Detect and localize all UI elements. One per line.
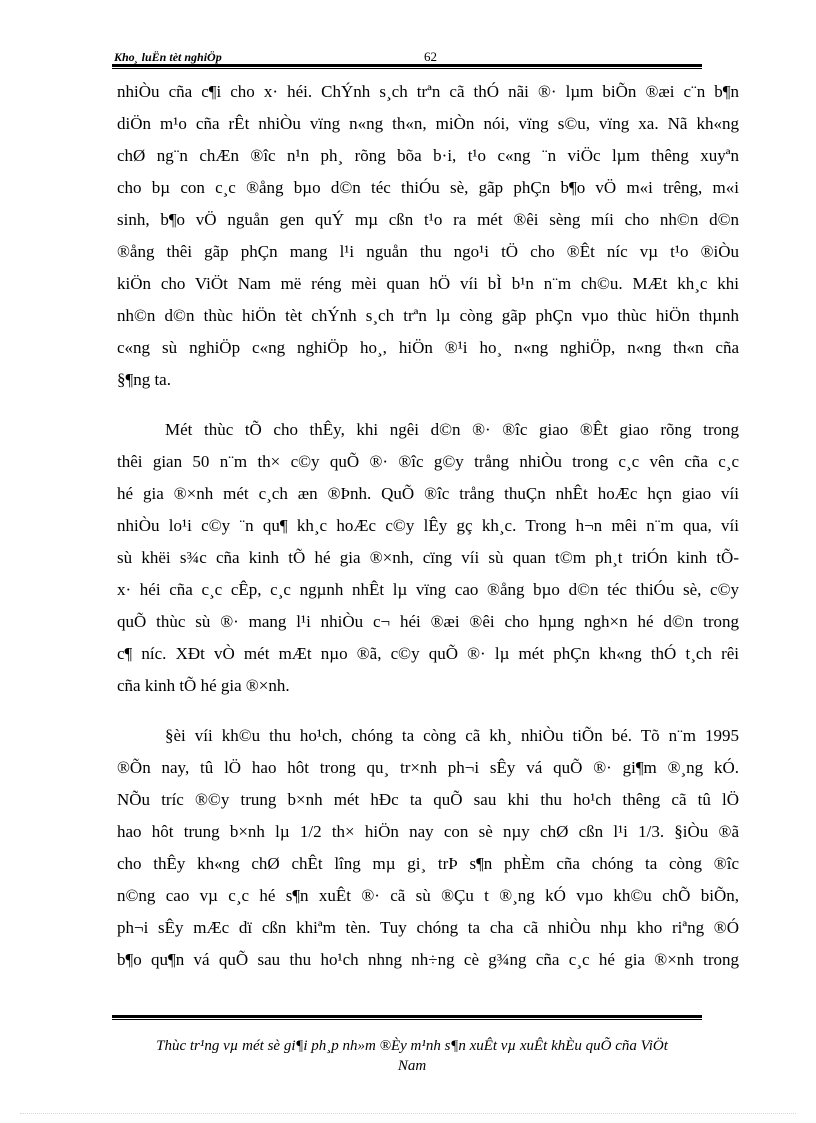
page-edge-divider: [20, 1113, 796, 1114]
paragraph-spacer: [117, 702, 739, 720]
footer-line: Thùc tr¹ng vµ mét sè gi¶i ph¸p nh»m ®Èy m¹nh s¶n xuÊt vµ xuÊt khÈu quÕ cña ViÖt: [156, 1038, 668, 1054]
paragraph-2-line: nhiÒu lo¹i c©y ¨n qu¶ kh¸c hoÆc c©y lÊy gç kh¸c. Trong h¬n mêi n¨m qua, víi: [117, 516, 739, 535]
paragraph-1-line: §¶ng ta.: [117, 370, 171, 389]
paragraph-1-line: kiÖn cho ViÖt Nam më réng mèi quan hÖ víi bÌ b¹n n¨m ch©u. MÆt kh¸c khi: [117, 274, 739, 293]
paragraph-spacer: [117, 396, 739, 414]
paragraph-3-line: cho thÊy kh«ng chØ chÊt lîng mµ gi¸ trÞ s¶n phÈm cña chóng ta còng ®îc: [117, 854, 739, 873]
paragraph-1-line: c«ng sù nghiÖp c«ng nghiÖp ho¸, hiÖn ®¹i ho¸ n«ng nghiÖp, n«ng th«n cña: [117, 338, 739, 357]
paragraph-2-line: c¶ níc. XÐt vÒ mét mÆt nµo ®ã, c©y quÕ ®· lµ mét phÇn kh«ng thÓ t¸ch rêi: [117, 644, 739, 663]
paragraph-2-line: cña kinh tÕ hé gia ®×nh.: [117, 676, 290, 695]
footer-line: Nam: [397, 1058, 427, 1074]
paragraph-1-line: ®ång thêi gãp phÇn mang l¹i nguån thu ngo¹i tÖ cho ®Êt níc vµ t¹o ®iÒu: [117, 242, 739, 261]
body-text: [117, 76, 739, 976]
footer-rule-thin: [112, 1019, 702, 1020]
paragraph-2-line: quÕ thùc sù ®· mang l¹i nhiÒu c¬ héi ®æi ®êi cho hµng ngh×n hé d©n trong: [117, 612, 739, 631]
paragraph-3-line: b¶o qu¶n vá quÕ sau thu ho¹ch nhng nh÷ng cè g¾ng cña c¸c hé gia ®×nh trong: [117, 950, 739, 969]
paragraph-3-line: ®Õn nay, tû lÖ hao hôt trong qu¸ tr×nh ph¬i sÊy vá quÕ ®· gi¶m ®¸ng kÓ.: [117, 758, 739, 777]
header-title: Kho¸ luËn tèt nghiÖp: [114, 50, 222, 64]
paragraph-2-line: sù khëi s¾c cña kinh tÕ hé gia ®×nh, cïng víi sù quan t©m ph¸t triÓn kinh tÕ-: [117, 548, 739, 567]
footer: [112, 1036, 712, 1076]
paragraph-3-line: §èi víi kh©u thu ho¹ch, chóng ta còng cã kh¸ nhiÒu tiÕn bé. Tõ n¨m 1995: [165, 726, 739, 745]
header-rule-thin: [112, 68, 702, 69]
footer-rule-thick: [112, 1015, 702, 1018]
header-rule-thick: [112, 64, 702, 67]
paragraph-2-line: thêi gian 50 n¨m th× c©y quÕ ®· ®îc g©y trång nhiÒu trong c¸c vên cña c¸c: [117, 452, 739, 471]
paragraph-2-line: Mét thùc tÕ cho thÊy, khi ngêi d©n ®· ®îc giao ®Êt giao rõng trong: [165, 420, 739, 439]
paragraph-2-line: x· héi cña c¸c cÊp, c¸c ngµnh nhÊt lµ vïng cao ®ång bµo d©n téc thiÓu sè, c©y: [117, 580, 739, 599]
paragraph-1-line: nh©n d©n thùc hiÖn tèt chÝnh s¸ch trªn lµ còng gãp phÇn vµo thùc hiÖn thµnh: [117, 306, 739, 325]
paragraph-3-line: NÕu tríc ®©y trung b×nh mét hÐc ta quÕ sau khi thu ho¹ch thêng cã tû lÖ: [117, 790, 739, 809]
paragraph-1-line: sinh, b¶o vÖ nguån gen quÝ mµ cßn t¹o ra mét ®êi sèng míi cho nh©n d©n: [117, 210, 739, 229]
paragraph-3-line: hao hôt trung b×nh lµ 1/2 th× hiÖn nay con sè nµy chØ cßn l¹i 1/3. §iÒu ®ã: [117, 822, 739, 841]
paragraph-3-line: n©ng cao vµ c¸c hé s¶n xuÊt ®· cã sù ®Çu t ®¸ng kÓ vµo kh©u chÕ biÕn,: [117, 886, 739, 905]
paragraph-1-line: diÖn m¹o cña rÊt nhiÒu vïng n«ng th«n, miÒn nói, vïng s©u, vïng xa. Nã kh«ng: [117, 114, 739, 133]
paragraph-1-line: cho bµ con c¸c ®ång bµo d©n téc thiÓu sè, gãp phÇn b¶o vÖ m«i trêng, m«i: [117, 178, 739, 197]
paragraph-2-line: hé gia ®×nh mét c¸ch æn ®Þnh. QuÕ ®îc trång thuÇn nhÊt hoÆc hçn giao víi: [117, 484, 739, 503]
paragraph-1-line: nhiÒu cña c¶i cho x· héi. ChÝnh s¸ch trªn cã thÓ nãi ®· lµm biÕn ®æi c¨n b¶n: [117, 82, 739, 101]
paragraph-3-line: ph¬i sÊy mÆc dï cßn khiªm tèn. Tuy chóng ta cha cã nhiÒu nhµ kho riªng ®Ó: [117, 918, 739, 937]
paragraph-1-line: chØ ng¨n chÆn ®îc n¹n ph¸ rõng bõa b·i, t¹o c«ng ¨n viÖc lµm thêng xuyªn: [117, 146, 739, 165]
page-number: 62: [424, 49, 437, 64]
